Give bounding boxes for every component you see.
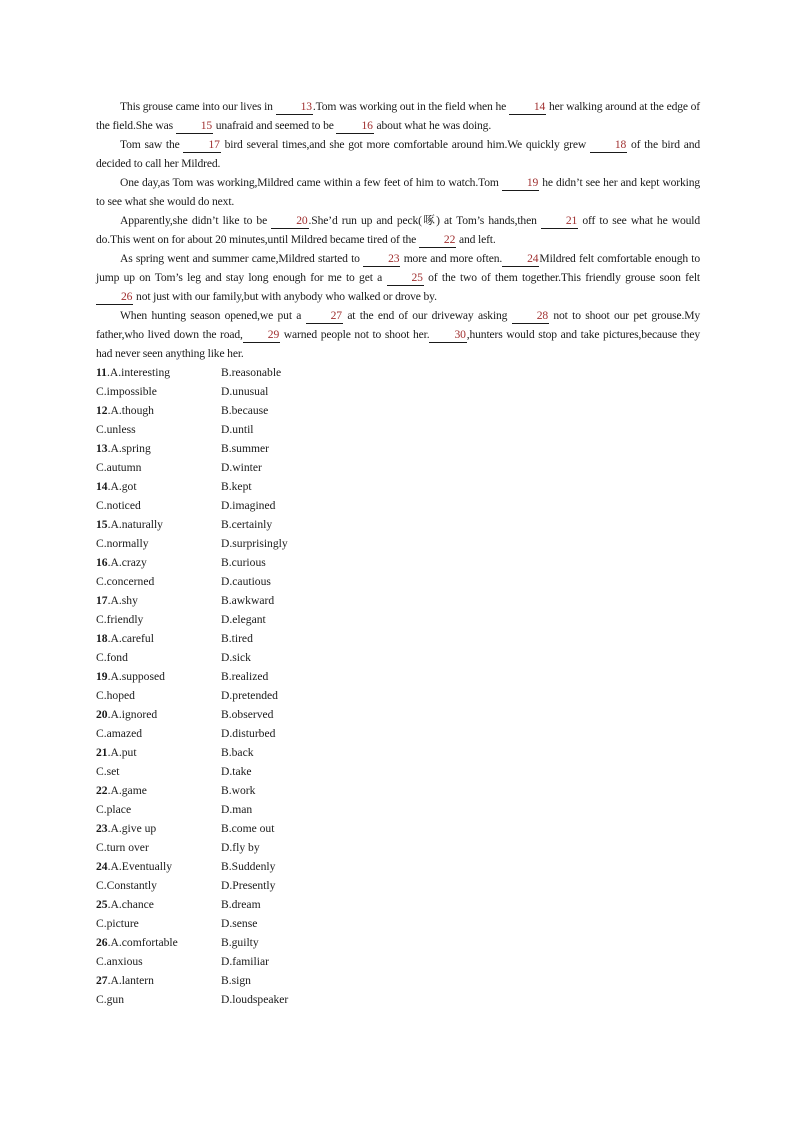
- option-b: B.back: [221, 746, 254, 759]
- blank-number: 18: [590, 138, 627, 153]
- option-b: B.observed: [221, 708, 274, 721]
- option-b: B.dream: [221, 898, 261, 911]
- option-row: [96, 401, 700, 420]
- question-number: 16: [96, 556, 108, 569]
- option-a: [96, 971, 221, 990]
- option-a: [96, 743, 221, 762]
- blank-number: 15: [176, 119, 213, 134]
- option-c: C.noticed: [96, 499, 141, 512]
- option-c: C.set: [96, 765, 120, 778]
- option-b: B.kept: [221, 480, 252, 493]
- passage-paragraph: [96, 97, 700, 135]
- passage-text: bird several times,and she got more comfortable around him.We quickly grew: [220, 138, 590, 151]
- option-b: B.Suddenly: [221, 860, 276, 873]
- option-a: [96, 781, 221, 800]
- passage-text: Mildred felt comfortable enough to jump up on Tom’s leg and stay long enough for me to get a: [96, 252, 701, 284]
- option-row: [96, 553, 700, 572]
- question-number: 24: [96, 860, 108, 873]
- option-d: D.unusual: [221, 385, 269, 398]
- option-row: [96, 515, 700, 534]
- option-row: [96, 610, 700, 629]
- option-a: [96, 705, 221, 724]
- blank-number: 21: [541, 214, 578, 229]
- option-a-text: .A.interesting: [106, 366, 171, 379]
- option-c: C.gun: [96, 993, 125, 1006]
- option-a-text: .A.supposed: [107, 670, 165, 683]
- blank-number: 17: [183, 138, 220, 153]
- question-number: 19: [96, 670, 108, 683]
- option-d: D.disturbed: [221, 727, 276, 740]
- passage-paragraph: [96, 211, 700, 249]
- blank-number: 22: [419, 233, 456, 248]
- blank-number: 13: [276, 100, 313, 115]
- question-number: 12: [96, 404, 108, 417]
- option-c: C.anxious: [96, 955, 143, 968]
- option-row: [96, 952, 700, 971]
- option-c: C.Constantly: [96, 879, 157, 892]
- option-a-text: .A.comfortable: [107, 936, 178, 949]
- option-d: D.until: [221, 423, 254, 436]
- option-row: [96, 667, 700, 686]
- option-d: D.Presently: [221, 879, 276, 892]
- blank-number: 24: [502, 252, 539, 267]
- option-d: D.familiar: [221, 955, 269, 968]
- question-number: 11: [96, 366, 107, 379]
- option-b: B.realized: [221, 670, 269, 683]
- blank-number: 29: [243, 328, 280, 343]
- question-number: 20: [96, 708, 108, 721]
- option-row: [96, 629, 700, 648]
- option-c: C.amazed: [96, 727, 143, 740]
- option-a-text: .A.though: [107, 404, 154, 417]
- option-d: D.elegant: [221, 613, 266, 626]
- option-a-text: .A.shy: [107, 594, 138, 607]
- option-c: C.unless: [96, 423, 136, 436]
- option-a: [96, 857, 221, 876]
- option-row: [96, 477, 700, 496]
- option-a: [96, 515, 221, 534]
- cloze-passage: [96, 97, 700, 363]
- option-a: [96, 363, 221, 382]
- option-a: [96, 819, 221, 838]
- option-c: C.autumn: [96, 461, 142, 474]
- option-row: [96, 458, 700, 477]
- option-a-text: .A.careful: [107, 632, 154, 645]
- option-row: [96, 686, 700, 705]
- passage-text: Apparently,she didn’t like to be: [120, 214, 272, 227]
- option-b: B.tired: [221, 632, 253, 645]
- option-b: B.awkward: [221, 594, 275, 607]
- passage-text: not to shoot our pet grouse.My father,who lived down the road,: [96, 309, 700, 341]
- option-a: [96, 477, 221, 496]
- option-c: C.impossible: [96, 385, 157, 398]
- option-d: D.loudspeaker: [221, 993, 289, 1006]
- passage-text: of the two of them together.This friendly grouse soon felt: [423, 271, 700, 284]
- passage-text: and left.: [456, 233, 496, 246]
- option-b: B.summer: [221, 442, 269, 455]
- passage-text: unafraid and seemed to be: [213, 119, 337, 132]
- option-row: [96, 933, 700, 952]
- option-row: [96, 743, 700, 762]
- option-row: [96, 819, 700, 838]
- option-b: B.guilty: [221, 936, 259, 949]
- question-number: 21: [96, 746, 108, 759]
- passage-text: off to see what he would do.This went on for about 20 minutes,until Mildred became tired of the: [96, 214, 700, 246]
- question-number: 17: [96, 594, 108, 607]
- option-row: [96, 762, 700, 781]
- passage-text: her walking around at the edge of the field.She was: [96, 100, 700, 132]
- passage-text: .She’d run up and peck(啄) at Tom’s hands,then: [308, 214, 541, 227]
- option-row: [96, 781, 700, 800]
- option-a-text: .A.Eventually: [107, 860, 172, 873]
- passage-paragraph: [96, 173, 700, 211]
- option-row: [96, 838, 700, 857]
- passage-text: Tom saw the: [120, 138, 184, 151]
- option-row: [96, 876, 700, 895]
- option-d: D.pretended: [221, 689, 278, 702]
- question-number: 26: [96, 936, 108, 949]
- option-b: B.work: [221, 784, 256, 797]
- option-c: C.place: [96, 803, 132, 816]
- option-d: D.cautious: [221, 575, 271, 588]
- answer-options: [96, 363, 700, 1009]
- option-a-text: .A.spring: [107, 442, 151, 455]
- option-a: [96, 439, 221, 458]
- passage-paragraph: [96, 306, 700, 363]
- option-c: C.concerned: [96, 575, 155, 588]
- passage-text: about what he was doing.: [373, 119, 492, 132]
- option-a-text: .A.lantern: [107, 974, 154, 987]
- option-a: [96, 933, 221, 952]
- passage-text: ,hunters would stop and take pictures,because they had never seen anything like her.: [96, 328, 700, 360]
- blank-number: 14: [509, 100, 546, 115]
- passage-text: warned people not to shoot her.: [280, 328, 430, 341]
- passage-text: As spring went and summer came,Mildred started to: [120, 252, 364, 265]
- passage-text: he didn’t see her and kept working to see what she would do next.: [96, 176, 700, 208]
- option-d: D.fly by: [221, 841, 260, 854]
- option-row: [96, 724, 700, 743]
- option-c: C.friendly: [96, 613, 144, 626]
- option-a: [96, 591, 221, 610]
- option-a-text: .A.got: [107, 480, 137, 493]
- option-row: [96, 363, 700, 382]
- passage-text: When hunting season opened,we put a: [120, 309, 306, 322]
- option-a-text: .A.ignored: [107, 708, 158, 721]
- option-row: [96, 857, 700, 876]
- option-d: D.surprisingly: [221, 537, 288, 550]
- option-a-text: .A.give up: [107, 822, 157, 835]
- blank-number: 26: [96, 290, 133, 305]
- question-number: 15: [96, 518, 108, 531]
- option-d: D.winter: [221, 461, 262, 474]
- option-row: [96, 705, 700, 724]
- option-b: B.come out: [221, 822, 275, 835]
- option-row: [96, 591, 700, 610]
- option-row: [96, 895, 700, 914]
- passage-paragraph: [96, 135, 700, 173]
- option-row: [96, 534, 700, 553]
- document-page: [96, 97, 700, 1009]
- passage-text: .Tom was working out in the field when he: [312, 100, 509, 113]
- option-row: [96, 420, 700, 439]
- option-d: D.sense: [221, 917, 258, 930]
- option-c: C.turn over: [96, 841, 149, 854]
- blank-number: 27: [306, 309, 343, 324]
- question-number: 27: [96, 974, 108, 987]
- passage-text: at the end of our driveway asking: [342, 309, 512, 322]
- option-d: D.take: [221, 765, 252, 778]
- option-row: [96, 439, 700, 458]
- option-row: [96, 496, 700, 515]
- passage-text: more and more often.: [400, 252, 503, 265]
- option-row: [96, 572, 700, 591]
- option-c: C.fond: [96, 651, 128, 664]
- option-a-text: .A.chance: [107, 898, 154, 911]
- option-row: [96, 800, 700, 819]
- option-a-text: .A.crazy: [107, 556, 147, 569]
- blank-number: 30: [429, 328, 466, 343]
- option-b: B.because: [221, 404, 269, 417]
- option-a: [96, 895, 221, 914]
- option-d: D.imagined: [221, 499, 276, 512]
- option-b: B.reasonable: [221, 366, 282, 379]
- option-row: [96, 971, 700, 990]
- passage-text: of the bird and decided to call her Mildred.: [96, 138, 700, 170]
- blank-number: 23: [363, 252, 400, 267]
- option-b: B.curious: [221, 556, 266, 569]
- question-number: 25: [96, 898, 108, 911]
- blank-number: 20: [271, 214, 308, 229]
- option-a: [96, 401, 221, 420]
- passage-paragraph: [96, 249, 700, 306]
- blank-number: 19: [502, 176, 539, 191]
- option-a-text: .A.game: [107, 784, 147, 797]
- option-a: [96, 629, 221, 648]
- option-a: [96, 667, 221, 686]
- blank-number: 25: [387, 271, 424, 286]
- option-d: D.sick: [221, 651, 251, 664]
- passage-text: not just with our family,but with anybody who walked or drove by.: [133, 290, 437, 303]
- option-d: D.man: [221, 803, 253, 816]
- blank-number: 28: [512, 309, 549, 324]
- option-row: [96, 382, 700, 401]
- question-number: 13: [96, 442, 108, 455]
- option-c: C.hoped: [96, 689, 135, 702]
- option-a-text: .A.naturally: [107, 518, 163, 531]
- blank-number: 16: [336, 119, 373, 134]
- question-number: 23: [96, 822, 108, 835]
- option-row: [96, 648, 700, 667]
- option-a: [96, 553, 221, 572]
- option-a-text: .A.put: [107, 746, 137, 759]
- option-row: [96, 914, 700, 933]
- option-c: C.picture: [96, 917, 139, 930]
- option-b: B.sign: [221, 974, 251, 987]
- question-number: 14: [96, 480, 108, 493]
- option-b: B.certainly: [221, 518, 273, 531]
- passage-text: One day,as Tom was working,Mildred came within a few feet of him to watch.Tom: [120, 176, 502, 189]
- option-c: C.normally: [96, 537, 149, 550]
- question-number: 18: [96, 632, 108, 645]
- option-row: [96, 990, 700, 1009]
- passage-text: This grouse came into our lives in: [120, 100, 276, 113]
- question-number: 22: [96, 784, 108, 797]
